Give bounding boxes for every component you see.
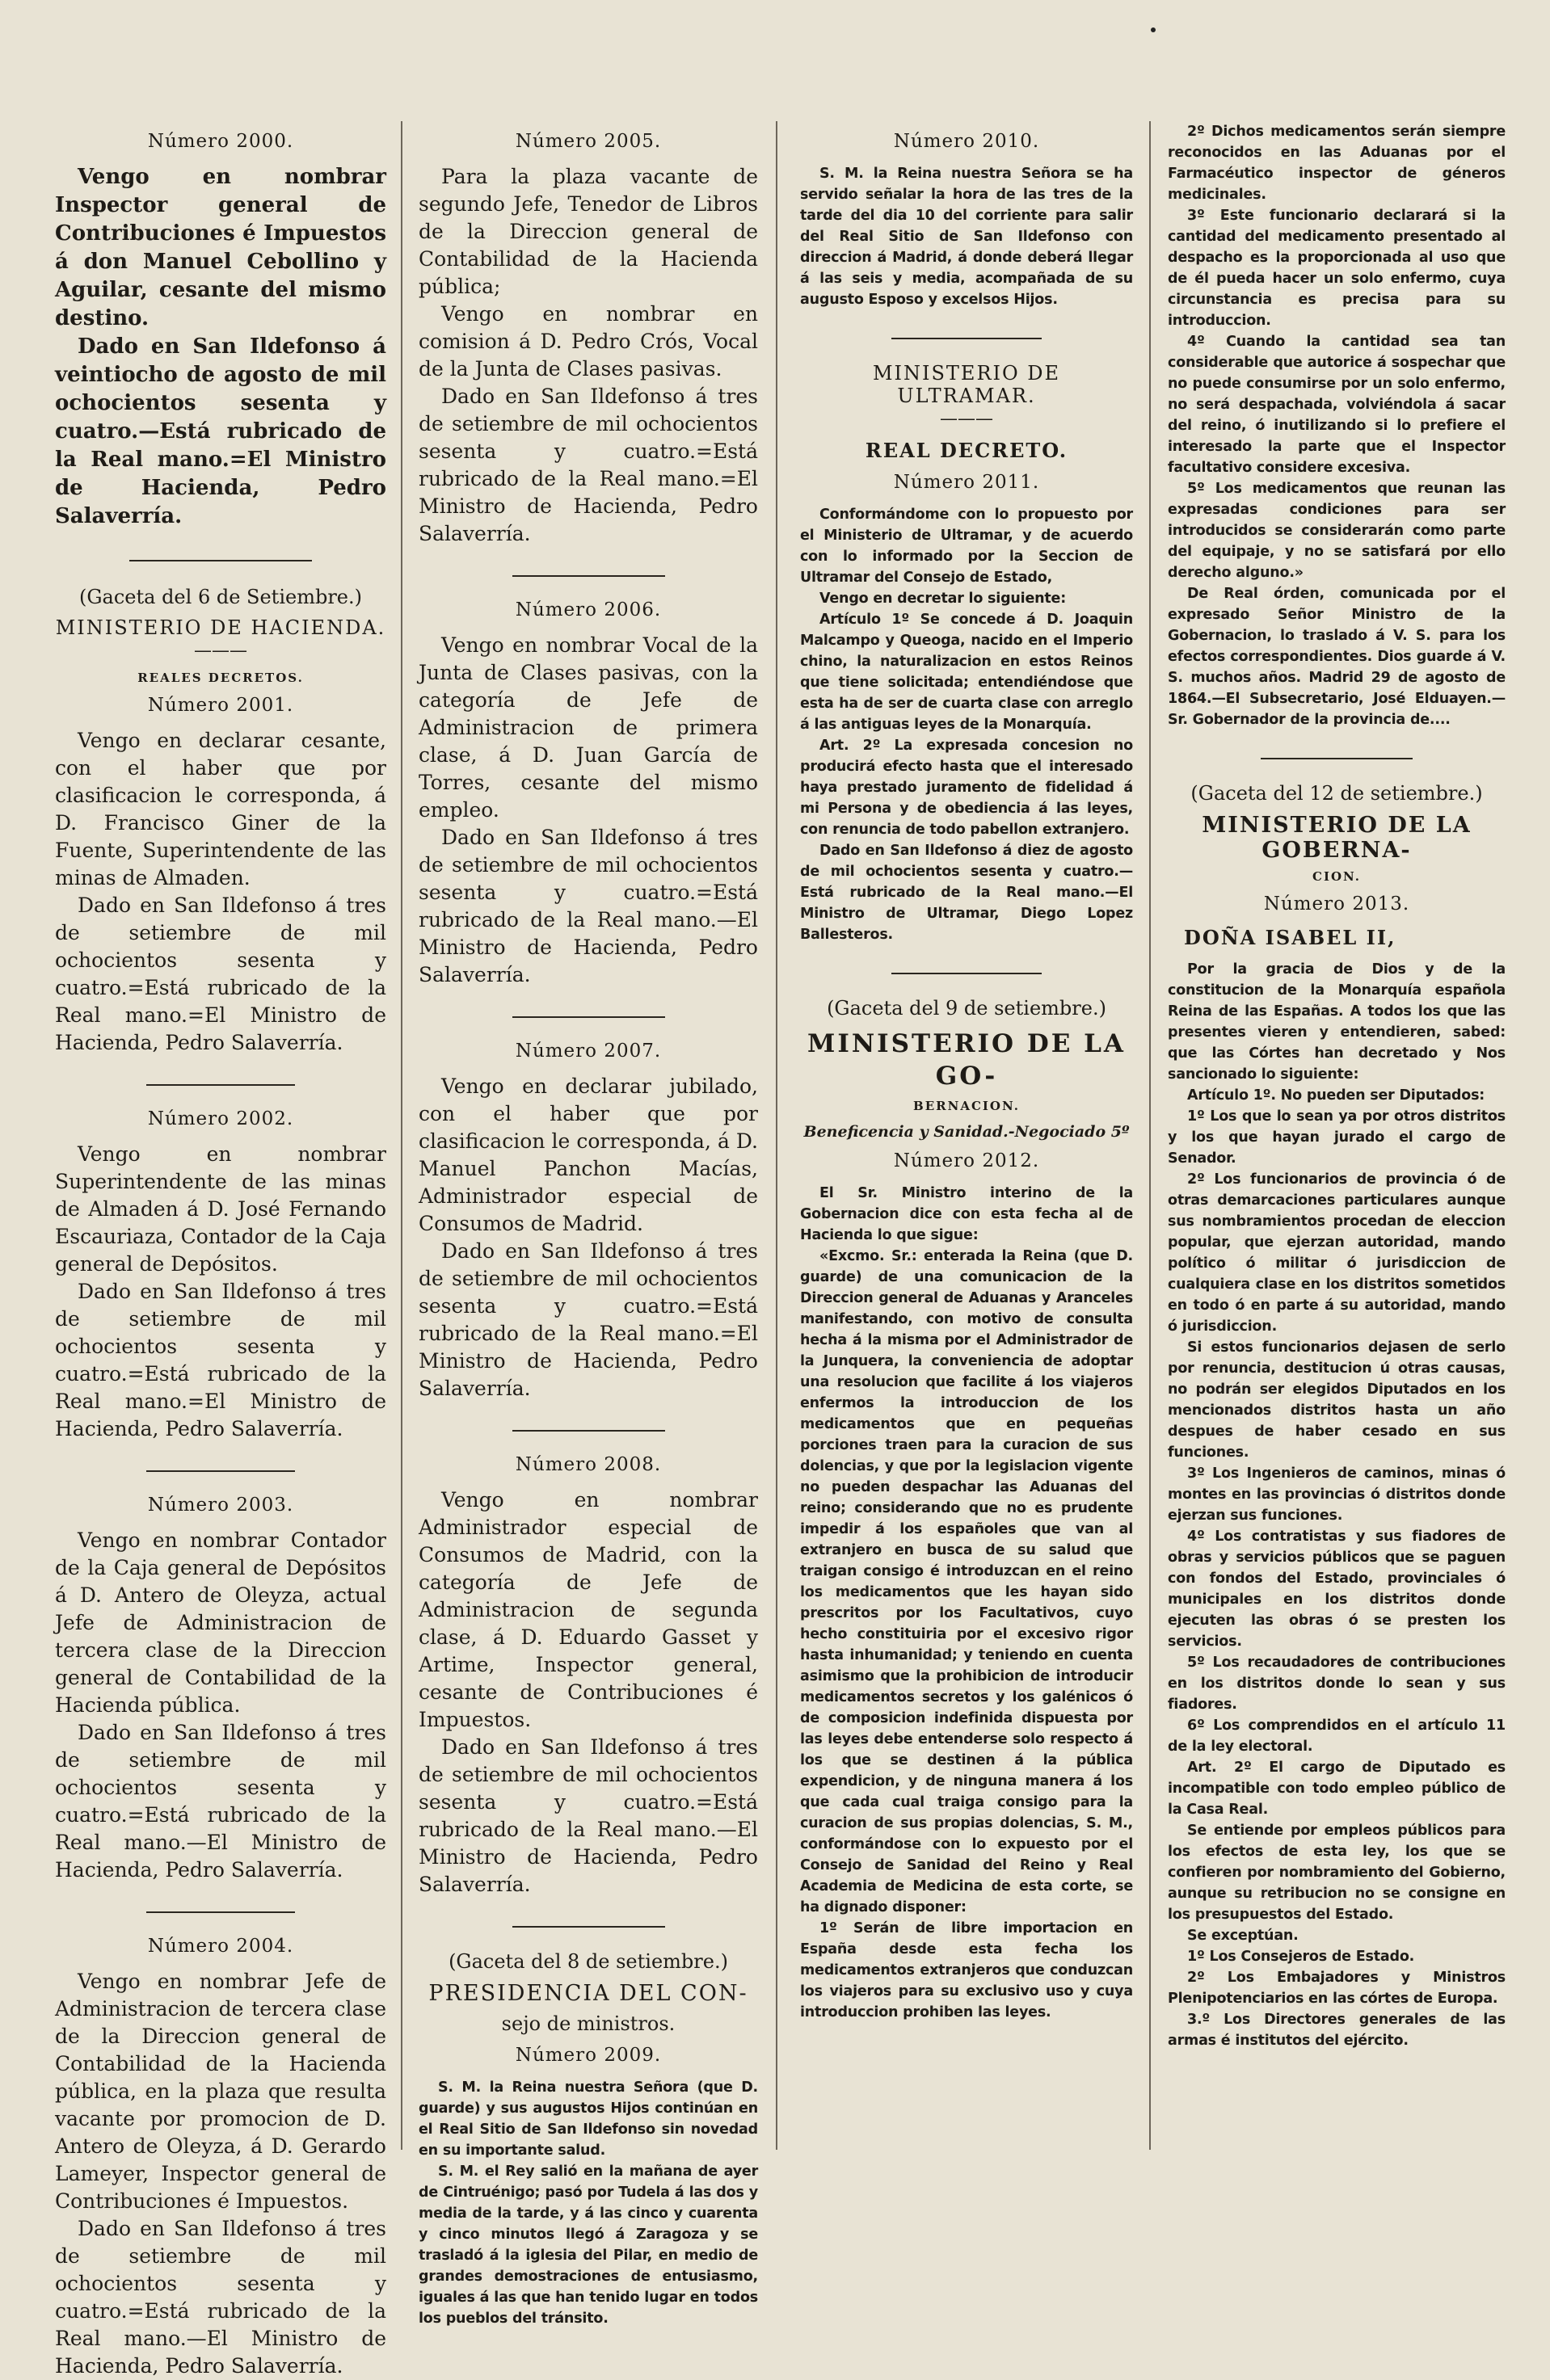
gazette-date: (Gaceta del 6 de Setiembre.) bbox=[79, 586, 362, 608]
ministry-heading-cont: BERNACION. bbox=[913, 1099, 1020, 1113]
decree-number: Número 2004. bbox=[147, 1936, 294, 1957]
divider bbox=[891, 973, 1041, 974]
decree-signature: Dado en San Ildefonso á tres de setiembre de mil ochocientos sesenta y cuatro.=Está rubricado de la Real mano.=El Ministro de Hacienda, Pedro Salaverría. bbox=[419, 1239, 758, 1400]
negociado-line: Beneficencia y Sanidad.-Negociado 5º bbox=[803, 1123, 1130, 1141]
section-subheading: REALES DECRETOS. bbox=[137, 671, 304, 685]
order-text: 3º Este funcionario declarará si la cantidad del medicamento presentado al despacho es la proporcionada al uso que de él pueda hacer un solo enfermo, cuya circunstancia es precisa para su introduccion. bbox=[1168, 208, 1506, 329]
notice-text: S. M. el Rey salió en la mañana de ayer de Cintruénigo; pasó por Tudela á las dos y media de la tarde, y á las cinco y cuarenta y cinco minutos llegó á Zaragoza y se trasladó á la iglesia del Pilar, en medio de grandes demostraciones de entusiasmo, iguales á las que han tenido lugar en todos los pueblos del tránsito. bbox=[419, 2163, 758, 2327]
column-divider bbox=[1149, 121, 1151, 2150]
decree-signature: Dado en San Ildefonso á tres de setiembre de mil ochocientos sesenta y cuatro.=Está rubricado de la Real mano.=El Ministro de Hacienda, Pedro Salaverría. bbox=[55, 894, 386, 1054]
decree-text: Conformándome con lo propuesto por el Ministerio de Ultramar, y de acuerdo con lo informado por la Seccion de Ultramar del Consejo de Estado, bbox=[800, 507, 1133, 586]
order-text: El Sr. Ministro interino de la Gobernacion dice con esta fecha al de Hacienda lo que sigue: bbox=[800, 1185, 1133, 1243]
divider bbox=[512, 1926, 665, 1928]
law-article: 3º Los Ingenieros de caminos, minas ó montes en las provincias ó distritos donde ejerzan sus funciones. bbox=[1168, 1465, 1506, 1524]
decree-number: Número 2005. bbox=[515, 131, 662, 152]
column-divider bbox=[776, 121, 777, 2150]
law-text: Por la gracia de Dios y de la constitucion de la Monarquía española Reina de las Españas. A todos los que las presentes vieren y entendieren, sabed: que las Córtes han decretado y Nos sancionado lo siguiente: bbox=[1168, 961, 1506, 1083]
ministry-heading: MINISTERIO DE ULTRAMAR. bbox=[872, 362, 1061, 407]
law-article: 6º Los comprendidos en el artículo 11 de la ley electoral. bbox=[1168, 1718, 1506, 1755]
decree-number: Número 2011. bbox=[893, 472, 1040, 493]
decree-number: Número 2001. bbox=[147, 695, 294, 716]
decree-text: Para la plaza vacante de segundo Jefe, Tenedor de Libros de la Direccion general de Contabilidad de la Hacienda pública; bbox=[419, 165, 758, 298]
order-signature: De Real órden, comunicada por el expresado Señor Ministro de la Gobernacion, lo traslado á V. S. para los efectos correspondientes. Dios guarde á V. S. muchos años. Madrid 29 de agosto de 1864.—El Subsecretario, José Elduayen.—Sr. Gobernador de la provincia de.... bbox=[1168, 586, 1506, 728]
decree-signature: Dado en San Ildefonso á tres de setiembre de mil ochocientos sesenta y cuatro.=Está rubricado de la Real mano.=El Ministro de Hacienda, Pedro Salaverría. bbox=[419, 385, 758, 545]
order-text: «Excmo. Sr.: enterada la Reina (que D. guarde) de una comunicacion de la Direccion general de Aduanas y Aranceles manifestando, con motivo de consulta hecha á la misma por el Administrador de la Junquera, la conveniencia de adoptar una resolucion que facilite á los viajeros enfermos la introduccion de los medicamentos que en pequeñas porciones traen para la curacion de sus dolencias, y que por la legislacion vigente no pueden despachar las Aduanas del reino; considerando que no es prudente impedir á los españoles que van al extranjero en busca de su salud que traigan consigo é introduzcan en el reino los medicamentos que les hayan sido prescritos por los Facultativos, cuyo hecho constituiria por el excesivo rigor hasta inhumanidad; y teniendo en cuenta asimismo que la prohibicion de introducir medicamentos secretos y los galénicos ó de composicion indefinida dispuesta por las leyes debe entenderse solo respecto á los que se destinen á la pública expendicion, y de ninguna manera á los que cada cual traiga consigo para la curacion de sus propias dolencias, S. M., conformándose con lo expuesto por el Consejo de Sanidad del Reino y Real Academia de Medicina de esta corte, se ha dignado disponer: bbox=[800, 1248, 1133, 1915]
divider bbox=[512, 1430, 665, 1432]
column-4 bbox=[1168, 121, 1506, 2174]
law-article: Se exceptúan. bbox=[1187, 1928, 1299, 1944]
ministry-heading: MINISTERIO DE LA GOBERNA- bbox=[1202, 813, 1472, 863]
decree-number: Número 2008. bbox=[515, 1454, 662, 1475]
order-text: 5º Los medicamentos que reunan las expresadas condiciones para ser introducidos se considerarán como parte del equipaje, y no se satisfará por ello derecho alguno.» bbox=[1168, 481, 1506, 581]
decree-text: Vengo en decretar lo siguiente: bbox=[819, 591, 1067, 607]
dash-divider: ——— bbox=[194, 641, 247, 661]
decree-text: Vengo en nombrar Superintendente de las minas de Almaden á D. José Fernando Escauriaza, Contador de la Caja general de Depósitos. bbox=[55, 1142, 386, 1276]
law-article: Si estos funcionarios dejasen de serlo por renuncia, destitucion ú otras causas, no podrán ser elegidos Diputados en los mencionados distritos hasta un año despues de haber cesado en sus funciones. bbox=[1168, 1339, 1506, 1461]
law-article: 4º Los contratistas y sus fiadores de obras y servicios públicos que se paguen con fondos del Estado, provinciales ó municipales en los distritos donde ejecuten las obras ó se presten los servicios. bbox=[1168, 1528, 1506, 1650]
decree-signature: Dado en San Ildefonso á tres de setiembre de mil ochocientos sesenta y cuatro.=Está rubricado de la Real mano.—El Ministro de Hacienda, Pedro Salaverría. bbox=[419, 1735, 758, 1896]
divider bbox=[146, 1911, 296, 1913]
law-article: 1º Los que lo sean ya por otros distritos y los que hayan jurado el cargo de Senador. bbox=[1168, 1108, 1506, 1167]
decree-number: Número 2012. bbox=[893, 1150, 1040, 1171]
gazette-date: (Gaceta del 8 de setiembre.) bbox=[449, 1950, 728, 1973]
decree-signature: Dado en San Ildefonso á tres de setiembre de mil ochocientos sesenta y cuatro.=Está rubricado de la Real mano.—El Ministro de Hacienda, Pedro Salaverría. bbox=[55, 1721, 386, 1882]
decree-text: Vengo en nombrar Jefe de Administracion de tercera clase de la Direccion general de Contabilidad de la Hacienda pública, en la plaza que resulta vacante por promocion de D. Antero de Oleyza, á D. Gerardo Lameyer, Inspector general de Contribuciones é Impuestos. bbox=[55, 1970, 386, 2213]
decree-signature: Dado en San Ildefonso á diez de agosto de mil ochocientos sesenta y cuatro.—Está rubricado de la Real mano.—El Ministro de Ultramar, Diego Lopez Ballesteros. bbox=[800, 843, 1133, 943]
decree-text: Vengo en declarar cesante, con el haber que por clasificacion le corresponda, á D. Francisco Giner de la Fuente, Superintendente de las minas de Almaden. bbox=[55, 729, 386, 889]
decree-number: Número 2002. bbox=[147, 1108, 294, 1129]
divider bbox=[146, 1470, 296, 1472]
law-article: 3.º Los Directores generales de las armas é institutos del ejército. bbox=[1168, 2012, 1506, 2049]
decree-signature: Dado en San Ildefonso á tres de setiembre de mil ochocientos sesenta y cuatro.=Está rubricado de la Real mano.—El Ministro de Hacienda, Pedro Salaverría. bbox=[55, 2217, 386, 2378]
law-article: 5º Los recaudadores de contribuciones en los distritos donde lo sean y sus fiadores. bbox=[1168, 1655, 1506, 1713]
law-heading: DOÑA ISABEL II, bbox=[1184, 926, 1396, 949]
ink-dot bbox=[1151, 27, 1156, 32]
order-text: 1º Serán de libre importacion en España desde esta fecha los medicamentos extranjeros que conduzcan los viajeros para su exclusivo uso y cuya introduccion prohiben las leyes. bbox=[800, 1920, 1133, 2020]
decree-signature: Dado en San Ildefonso á tres de setiembre de mil ochocientos sesenta y cuatro.=Está rubricado de la Real mano.=El Ministro de Hacienda, Pedro Salaverría. bbox=[55, 1280, 386, 1440]
law-article: Art. 2º El cargo de Diputado es incompatible con todo empleo público de la Casa Real. bbox=[1168, 1760, 1506, 1818]
decree-number: Número 2007. bbox=[515, 1041, 662, 1062]
divider bbox=[1261, 758, 1413, 759]
notice-text: S. M. la Reina nuestra Señora se ha servido señalar la hora de las tres de la tarde del dia 10 del corriente para salir del Real Sitio de San Ildefonso con direccion á Madrid, á donde deberá llegar á las seis y media, acompañada de su augusto Esposo y excelsos Hijos. bbox=[800, 166, 1133, 308]
law-article: 2º Los funcionarios de provincia ó de otras demarcaciones particulares aunque sus nombramientos procedan de eleccion popular, que ejerzan autoridad, mando político ó militar ó jurisdiccion de cualquiera clase en los distritos sometidos en todo ó en parte á su autoridad, mando ó jurisdiccion. bbox=[1168, 1171, 1506, 1335]
decree-signature: Dado en San Ildefonso á tres de setiembre de mil ochocientos sesenta y cuatro.=Está rubricado de la Real mano.—El Ministro de Hacienda, Pedro Salaverría. bbox=[419, 826, 758, 986]
dash-divider: ——— bbox=[940, 409, 993, 429]
gazette-date: (Gaceta del 12 de setiembre.) bbox=[1190, 782, 1483, 805]
column-1 bbox=[55, 121, 386, 2378]
ministry-heading-cont: sejo de ministros. bbox=[501, 2012, 676, 2035]
decree-text: Vengo en nombrar Administrador especial de Consumos de Madrid, con la categoría de Jefe de Administracion de segunda clase, á D. Eduardo Gasset y Artime, Inspector general, cesante de Contribuciones é Impuestos. bbox=[419, 1488, 758, 1731]
column-divider bbox=[401, 121, 402, 2150]
divider bbox=[129, 560, 312, 561]
ministry-heading: MINISTERIO DE HACIENDA. bbox=[55, 616, 386, 639]
order-text: 2º Dichos medicamentos serán siempre reconocidos en las Aduanas por el Farmacéutico inspector de géneros medicinales. bbox=[1168, 124, 1506, 203]
decree-text: Vengo en declarar jubilado, con el haber que por clasificacion le corresponda, á D. Manuel Panchon Macías, Administrador especial de Consumos de Madrid. bbox=[419, 1074, 758, 1235]
decree-article: Art. 2º La expresada concesion no producirá efecto hasta que el interesado haya prestado juramento de fidelidad á mi Persona y de obediencia á las leyes, con renuncia de todo pabellon extranjero. bbox=[800, 738, 1133, 838]
order-text: 4º Cuando la cantidad sea tan considerable que autorice á sospechar que no puede consumirse por un solo enfermo, no será despachada, volviéndola á sacar del reino, ó inutilizando si lo prefiere el interesado la parte que el Inspector facultativo considere excesiva. bbox=[1168, 334, 1506, 476]
section-subheading: REAL DECRETO. bbox=[865, 439, 1068, 462]
divider bbox=[512, 575, 665, 577]
decree-text: Vengo en nombrar Vocal de la Junta de Clases pasivas, con la categoría de Jefe de Administracion de primera clase, á D. Juan García de Torres, cesante del mismo empleo. bbox=[419, 633, 758, 822]
column-2 bbox=[419, 121, 758, 2327]
decree-number: Número 2013. bbox=[1263, 894, 1410, 915]
notice-text: S. M. la Reina nuestra Señora (que D. guarde) y sus augustos Hijos continúan en el Real Sitio de San Ildefonso sin novedad en su importante salud. bbox=[419, 2079, 758, 2159]
ministry-heading: PRESIDENCIA DEL CON- bbox=[428, 1981, 748, 2006]
decree-text: Vengo en nombrar Contador de la Caja general de Depósitos á D. Antero de Oleyza, actual Jefe de Administracion de tercera clase de la Direccion general de Contabilidad de la Hacienda pública. bbox=[55, 1528, 386, 1717]
decree-number: Número 2009. bbox=[515, 2045, 662, 2066]
decree-number: Número 2003. bbox=[147, 1495, 294, 1516]
divider bbox=[146, 1084, 296, 1086]
law-article: 2º Los Embajadores y Ministros Plenipotenciarios en las córtes de Europa. bbox=[1168, 1970, 1506, 2007]
law-article: 1º Los Consejeros de Estado. bbox=[1187, 1949, 1415, 1965]
column-3 bbox=[800, 121, 1133, 2174]
divider bbox=[891, 338, 1041, 339]
decree-number: Número 2000. bbox=[147, 131, 294, 152]
decree-text: Vengo en nombrar en comision á D. Pedro Crós, Vocal de la Junta de Clases pasivas. bbox=[419, 302, 758, 381]
gazette-date: (Gaceta del 9 de setiembre.) bbox=[827, 997, 1106, 1020]
decree-article: Artículo 1º Se concede á D. Joaquin Malcampo y Queoga, nacido en el Imperio chino, la naturalizacion en estos Reinos que tiene solicitada; entendiéndose que esta ha de ser de cuarta clase con arreglo á las antiguas leyes de la Monarquía. bbox=[800, 612, 1133, 733]
decree-number: Número 2010. bbox=[893, 131, 1040, 152]
decree-number: Número 2006. bbox=[515, 599, 662, 620]
ministry-heading: MINISTERIO DE LA GO- bbox=[807, 1029, 1126, 1091]
ministry-heading-cont: CION. bbox=[1312, 869, 1361, 884]
decree-signature: Dado en San Ildefonso á veintiocho de agosto de mil ochocientos sesenta y cuatro.—Está rubricado de la Real mano.=El Ministro de Hacienda, Pedro Salaverría. bbox=[55, 334, 386, 528]
law-article: Artículo 1º. No pueden ser Diputados: bbox=[1187, 1087, 1485, 1104]
decree-text: Vengo en nombrar Inspector general de Contribuciones é Impuestos á don Manuel Cebollino y Aguilar, cesante del mismo destino. bbox=[55, 165, 386, 330]
divider bbox=[512, 1016, 665, 1018]
law-article: Se entiende por empleos públicos para los efectos de esta ley, los que se confieren por nombramiento del Gobierno, aunque su retribucion no se consigne en los presupuestos del Estado. bbox=[1168, 1823, 1506, 1923]
